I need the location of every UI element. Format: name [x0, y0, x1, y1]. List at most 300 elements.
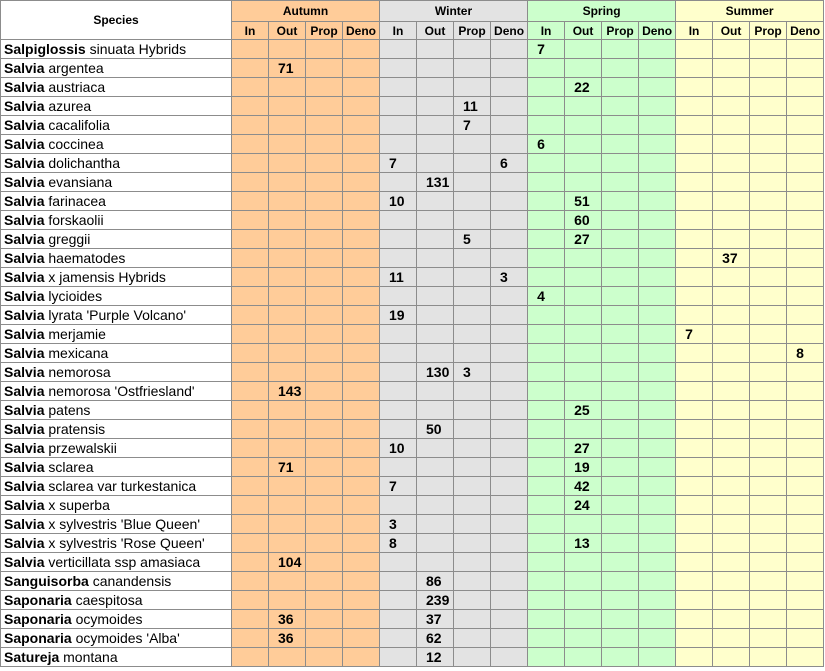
count-cell: [602, 515, 639, 534]
count-cell: [565, 306, 602, 325]
count-cell: [713, 287, 750, 306]
count-cell: [306, 610, 343, 629]
species-cell: [1, 572, 232, 591]
count-cell: [306, 553, 343, 572]
count-cell: [528, 59, 565, 78]
count-cell: [713, 515, 750, 534]
count-cell: [491, 439, 528, 458]
count-cell: [676, 648, 713, 667]
count-cell: [491, 78, 528, 97]
count-cell: 11: [380, 268, 417, 287]
table-row: [1, 287, 824, 306]
count-cell: [269, 496, 306, 515]
species-epithet: x sylvestris 'Blue Queen': [48, 516, 201, 532]
count-cell: [454, 154, 491, 173]
genus-name: Salvia: [4, 60, 45, 76]
count-cell: [491, 40, 528, 59]
count-cell: [454, 477, 491, 496]
count-cell: [565, 629, 602, 648]
species-epithet: nemorosa 'Ostfriesland': [48, 383, 195, 399]
count-cell: [343, 515, 380, 534]
subcolumn-header: Deno: [639, 22, 676, 40]
count-cell: [232, 439, 269, 458]
table-body: [1, 40, 824, 667]
species-epithet: przewalskii: [48, 440, 117, 456]
count-cell: [787, 553, 824, 572]
count-cell: [380, 287, 417, 306]
count-cell: [565, 610, 602, 629]
count-cell: 239: [417, 591, 454, 610]
table-row: [1, 458, 824, 477]
count-cell: [306, 363, 343, 382]
species-cell: [1, 192, 232, 211]
count-cell: 86: [417, 572, 454, 591]
count-cell: 71: [269, 59, 306, 78]
count-cell: [306, 344, 343, 363]
count-cell: [380, 363, 417, 382]
count-cell: [676, 249, 713, 268]
count-cell: [676, 40, 713, 59]
count-cell: [639, 572, 676, 591]
count-cell: [528, 401, 565, 420]
count-cell: [306, 401, 343, 420]
count-cell: [343, 173, 380, 192]
table-row: [1, 344, 824, 363]
count-cell: [232, 591, 269, 610]
season-header-autumn: Autumn: [232, 1, 380, 22]
genus-name: Salvia: [4, 79, 45, 95]
count-cell: [639, 382, 676, 401]
count-cell: [417, 249, 454, 268]
count-cell: [491, 211, 528, 230]
count-cell: [750, 135, 787, 154]
count-cell: [417, 439, 454, 458]
count-cell: [269, 591, 306, 610]
count-cell: [565, 97, 602, 116]
count-cell: [565, 135, 602, 154]
count-cell: [676, 154, 713, 173]
count-cell: [676, 534, 713, 553]
count-cell: [750, 325, 787, 344]
count-cell: [269, 287, 306, 306]
genus-name: Salvia: [4, 383, 45, 399]
count-cell: [454, 211, 491, 230]
count-cell: [713, 401, 750, 420]
count-cell: [417, 515, 454, 534]
count-cell: [787, 306, 824, 325]
count-cell: [454, 458, 491, 477]
species-cell: [1, 534, 232, 553]
count-cell: [343, 648, 380, 667]
count-cell: [491, 325, 528, 344]
count-cell: [491, 382, 528, 401]
count-cell: [639, 249, 676, 268]
count-cell: [454, 249, 491, 268]
table-row: [1, 211, 824, 230]
count-cell: [343, 420, 380, 439]
genus-name: Salvia: [4, 326, 45, 342]
count-cell: [787, 287, 824, 306]
count-cell: [491, 458, 528, 477]
count-cell: [602, 610, 639, 629]
count-cell: [750, 40, 787, 59]
genus-name: Salvia: [4, 497, 45, 513]
count-cell: [787, 515, 824, 534]
count-cell: [269, 325, 306, 344]
count-cell: [528, 477, 565, 496]
count-cell: [454, 40, 491, 59]
count-cell: [602, 154, 639, 173]
count-cell: [787, 591, 824, 610]
count-cell: [380, 648, 417, 667]
count-cell: [380, 420, 417, 439]
count-cell: [269, 135, 306, 154]
count-cell: [343, 572, 380, 591]
count-cell: [269, 648, 306, 667]
count-cell: [343, 192, 380, 211]
species-cell: [1, 249, 232, 268]
count-cell: [454, 268, 491, 287]
count-cell: [565, 268, 602, 287]
count-cell: 50: [417, 420, 454, 439]
count-cell: [787, 572, 824, 591]
table-row: [1, 230, 824, 249]
count-cell: [528, 553, 565, 572]
count-cell: [676, 629, 713, 648]
count-cell: [491, 173, 528, 192]
species-epithet: evansiana: [48, 174, 113, 190]
count-cell: [713, 78, 750, 97]
species-cell: [1, 306, 232, 325]
genus-name: Salvia: [4, 535, 45, 551]
species-epithet: greggii: [48, 231, 91, 247]
count-cell: [676, 78, 713, 97]
count-cell: [454, 306, 491, 325]
table-row: [1, 382, 824, 401]
subcolumn-header: Deno: [343, 22, 380, 40]
count-cell: [491, 515, 528, 534]
count-cell: [380, 78, 417, 97]
count-cell: [787, 458, 824, 477]
genus-name: Salvia: [4, 288, 45, 304]
count-cell: [639, 211, 676, 230]
count-cell: [491, 648, 528, 667]
count-cell: [750, 116, 787, 135]
count-cell: [380, 591, 417, 610]
count-cell: [269, 230, 306, 249]
count-cell: [417, 116, 454, 135]
count-cell: [491, 401, 528, 420]
count-cell: [454, 287, 491, 306]
count-cell: [713, 420, 750, 439]
table-row: [1, 439, 824, 458]
count-cell: [565, 382, 602, 401]
count-cell: [602, 135, 639, 154]
count-cell: [676, 477, 713, 496]
count-cell: [417, 97, 454, 116]
count-cell: 6: [528, 135, 565, 154]
count-cell: [417, 230, 454, 249]
count-cell: [676, 211, 713, 230]
count-cell: [787, 496, 824, 515]
count-cell: [491, 135, 528, 154]
subcolumn-header: Out: [417, 22, 454, 40]
count-cell: [306, 97, 343, 116]
count-cell: [417, 287, 454, 306]
count-cell: [565, 40, 602, 59]
subcolumn-header: In: [676, 22, 713, 40]
count-cell: [343, 325, 380, 344]
count-cell: [639, 344, 676, 363]
count-cell: [676, 230, 713, 249]
count-cell: [602, 192, 639, 211]
count-cell: [343, 553, 380, 572]
count-cell: [639, 78, 676, 97]
count-cell: [639, 477, 676, 496]
count-cell: [602, 306, 639, 325]
table-row: [1, 192, 824, 211]
count-cell: [528, 458, 565, 477]
count-cell: [528, 439, 565, 458]
count-cell: [787, 420, 824, 439]
count-cell: [713, 534, 750, 553]
count-cell: [639, 306, 676, 325]
table-row: [1, 173, 824, 192]
table-row: [1, 363, 824, 382]
count-cell: [417, 382, 454, 401]
species-cell: [1, 477, 232, 496]
species-cell: [1, 116, 232, 135]
species-cell: [1, 496, 232, 515]
count-cell: [676, 268, 713, 287]
season-header-spring: Spring: [528, 1, 676, 22]
table-row: [1, 154, 824, 173]
count-cell: [491, 477, 528, 496]
count-cell: [713, 382, 750, 401]
count-cell: [565, 59, 602, 78]
count-cell: [380, 401, 417, 420]
count-cell: [750, 553, 787, 572]
species-epithet: pratensis: [48, 421, 106, 437]
count-cell: [417, 268, 454, 287]
count-cell: [491, 591, 528, 610]
count-cell: 6: [491, 154, 528, 173]
count-cell: 7: [528, 40, 565, 59]
count-cell: [602, 287, 639, 306]
count-cell: [269, 192, 306, 211]
count-cell: [750, 249, 787, 268]
species-cell: [1, 439, 232, 458]
count-cell: [713, 173, 750, 192]
count-cell: [380, 230, 417, 249]
species-epithet: verticillata ssp amasiaca: [48, 554, 201, 570]
count-cell: [343, 496, 380, 515]
count-cell: [306, 591, 343, 610]
season-header-row: [1, 1, 824, 22]
count-cell: [232, 211, 269, 230]
count-cell: [306, 420, 343, 439]
count-cell: [639, 610, 676, 629]
count-cell: [417, 325, 454, 344]
count-cell: [565, 116, 602, 135]
count-cell: 71: [269, 458, 306, 477]
table-row: [1, 610, 824, 629]
table-row: [1, 401, 824, 420]
count-cell: [713, 306, 750, 325]
count-cell: [713, 344, 750, 363]
count-cell: [232, 496, 269, 515]
count-cell: [491, 534, 528, 553]
count-cell: [232, 401, 269, 420]
count-cell: [306, 515, 343, 534]
count-cell: [491, 287, 528, 306]
count-cell: [639, 40, 676, 59]
count-cell: [232, 515, 269, 534]
count-cell: [528, 534, 565, 553]
genus-name: Salvia: [4, 554, 45, 570]
count-cell: 10: [380, 192, 417, 211]
genus-name: Salvia: [4, 193, 45, 209]
count-cell: [602, 420, 639, 439]
count-cell: 8: [787, 344, 824, 363]
count-cell: [343, 78, 380, 97]
count-cell: [676, 97, 713, 116]
count-cell: [639, 553, 676, 572]
count-cell: [269, 439, 306, 458]
count-cell: [380, 325, 417, 344]
count-cell: [269, 154, 306, 173]
count-cell: [750, 629, 787, 648]
count-cell: [528, 78, 565, 97]
count-cell: [639, 154, 676, 173]
count-cell: [639, 648, 676, 667]
count-cell: [787, 477, 824, 496]
count-cell: [676, 591, 713, 610]
count-cell: [454, 572, 491, 591]
subcolumn-header: Out: [713, 22, 750, 40]
species-cell: [1, 230, 232, 249]
count-cell: [639, 268, 676, 287]
count-cell: [417, 211, 454, 230]
count-cell: 51: [565, 192, 602, 211]
count-cell: [639, 192, 676, 211]
count-cell: 37: [417, 610, 454, 629]
count-cell: [232, 97, 269, 116]
count-cell: [306, 382, 343, 401]
count-cell: [602, 211, 639, 230]
count-cell: [787, 534, 824, 553]
count-cell: 8: [380, 534, 417, 553]
count-cell: [269, 534, 306, 553]
species-epithet: montana: [63, 649, 118, 665]
count-cell: [676, 439, 713, 458]
count-cell: [306, 78, 343, 97]
table-row: [1, 534, 824, 553]
count-cell: [269, 344, 306, 363]
count-cell: [602, 401, 639, 420]
count-cell: [232, 610, 269, 629]
season-header-winter: Winter: [380, 1, 528, 22]
table-row: [1, 648, 824, 667]
count-cell: [639, 629, 676, 648]
count-cell: [232, 344, 269, 363]
genus-name: Salvia: [4, 478, 45, 494]
count-cell: [750, 287, 787, 306]
count-cell: [306, 477, 343, 496]
count-cell: [602, 40, 639, 59]
count-cell: [565, 363, 602, 382]
count-cell: [639, 401, 676, 420]
count-cell: [417, 553, 454, 572]
species-cell: [1, 420, 232, 439]
count-cell: [787, 401, 824, 420]
count-cell: [528, 116, 565, 135]
count-cell: [269, 40, 306, 59]
subcolumn-header: Prop: [602, 22, 639, 40]
species-epithet: sclarea: [48, 459, 94, 475]
table-row: [1, 306, 824, 325]
count-cell: [639, 173, 676, 192]
count-cell: [639, 230, 676, 249]
count-cell: [343, 477, 380, 496]
count-cell: [454, 648, 491, 667]
count-cell: [676, 610, 713, 629]
count-cell: [602, 173, 639, 192]
count-cell: [491, 192, 528, 211]
count-cell: [528, 230, 565, 249]
genus-name: Salvia: [4, 136, 45, 152]
table-row: [1, 591, 824, 610]
count-cell: [602, 363, 639, 382]
count-cell: [676, 116, 713, 135]
species-cell: [1, 363, 232, 382]
count-cell: [417, 534, 454, 553]
count-cell: [639, 534, 676, 553]
count-cell: [528, 306, 565, 325]
count-cell: [343, 610, 380, 629]
count-cell: [639, 287, 676, 306]
table-row: [1, 135, 824, 154]
count-cell: [306, 173, 343, 192]
count-cell: 4: [528, 287, 565, 306]
count-cell: [232, 78, 269, 97]
count-cell: [750, 610, 787, 629]
count-cell: [454, 382, 491, 401]
species-epithet: lyrata 'Purple Volcano': [48, 307, 187, 323]
count-cell: [713, 363, 750, 382]
count-cell: [713, 648, 750, 667]
count-cell: [343, 458, 380, 477]
subcolumn-header: In: [528, 22, 565, 40]
species-epithet: sclarea var turkestanica: [48, 478, 197, 494]
count-cell: [750, 230, 787, 249]
count-cell: [750, 154, 787, 173]
table-row: [1, 325, 824, 344]
count-cell: [380, 610, 417, 629]
count-cell: [306, 116, 343, 135]
species-epithet: austriaca: [48, 79, 106, 95]
count-cell: [602, 496, 639, 515]
genus-name: Satureja: [4, 649, 60, 665]
count-cell: [232, 363, 269, 382]
count-cell: [750, 344, 787, 363]
species-cell: [1, 173, 232, 192]
count-cell: [417, 78, 454, 97]
species-epithet: ocymoides 'Alba': [75, 630, 180, 646]
count-cell: [602, 116, 639, 135]
count-cell: [750, 78, 787, 97]
count-cell: [269, 401, 306, 420]
